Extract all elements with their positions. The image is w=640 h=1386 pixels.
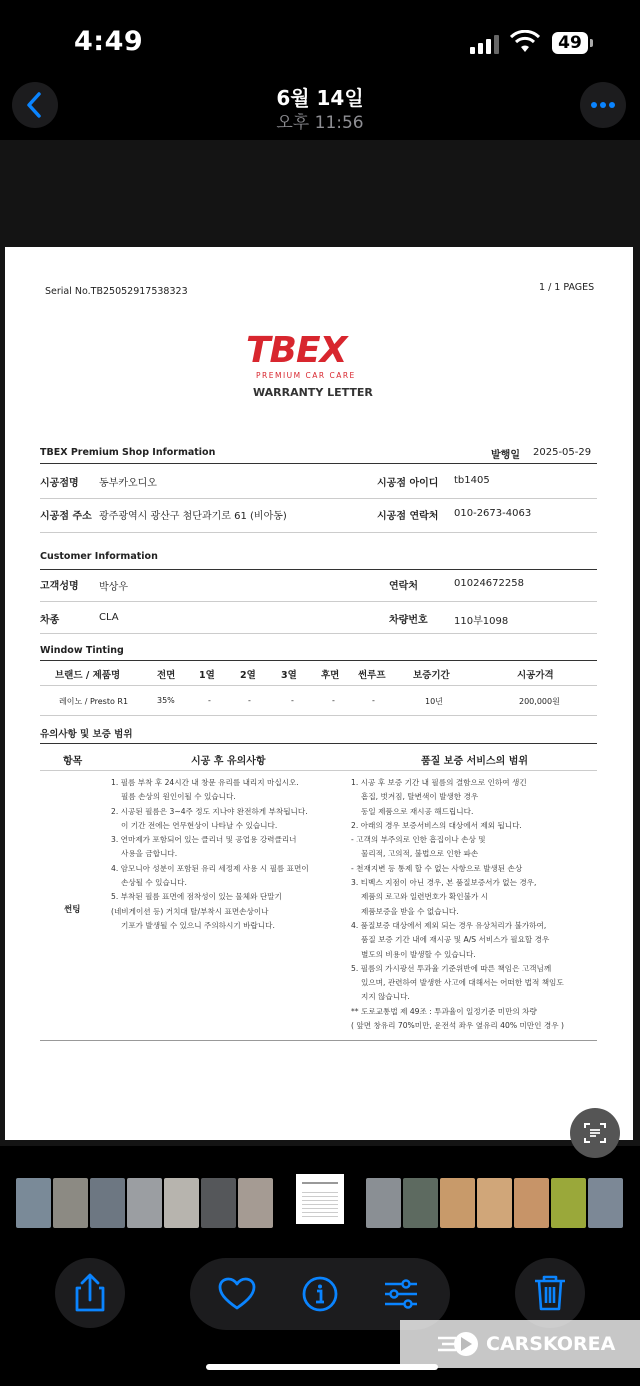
thumbnail[interactable] bbox=[16, 1178, 51, 1228]
car-model: CLA bbox=[99, 612, 119, 623]
note-line: 5. 필름의 가시광선 투과율 기준위반에 따른 책임은 고객님께 bbox=[351, 963, 552, 973]
document-title: WARRANTY LETTER bbox=[253, 386, 373, 399]
tinting-cell: - bbox=[248, 696, 251, 705]
shop-id-label: 시공점 아이디 bbox=[377, 478, 439, 489]
notes-header-warranty: 품질 보증 서비스의 범위 bbox=[421, 756, 529, 767]
heart-icon[interactable] bbox=[216, 1274, 258, 1314]
thumbnail[interactable] bbox=[588, 1178, 623, 1228]
care-notes-list bbox=[111, 776, 309, 933]
tinting-header-cell: 2열 bbox=[240, 670, 256, 681]
wifi-icon bbox=[510, 30, 540, 54]
share-button[interactable] bbox=[55, 1258, 125, 1328]
watermark bbox=[400, 1320, 640, 1368]
tinting-cell: 레이노 / Presto R1 bbox=[59, 697, 129, 706]
note-line: ** 도로교통법 제 49조 : 투과율이 일정기준 미만의 차량 bbox=[351, 1006, 537, 1016]
thumbnail[interactable] bbox=[514, 1178, 549, 1228]
note-line: 이 기간 전에는 연무현상이 나타날 수 있습니다. bbox=[121, 820, 278, 830]
shop-address: 광주광역시 광산구 첨단과기로 61 (비아동) bbox=[99, 511, 287, 522]
shop-name-label: 시공점명 bbox=[40, 478, 79, 489]
ellipsis-icon bbox=[580, 82, 626, 128]
thumbnail[interactable] bbox=[90, 1178, 125, 1228]
car-model-label: 차종 bbox=[40, 615, 60, 626]
plate-number: 110부1098 bbox=[454, 616, 509, 627]
nav-time: 오후 11:56 bbox=[276, 113, 364, 133]
tinting-header-cell: 브랜드 / 제품명 bbox=[55, 670, 121, 681]
warranty-scope-list bbox=[351, 776, 564, 1033]
thumbnail[interactable] bbox=[201, 1178, 236, 1228]
tinting-cell: 200,000원 bbox=[519, 697, 560, 706]
tinting-cell: 10년 bbox=[425, 697, 443, 706]
thumbnail[interactable] bbox=[164, 1178, 199, 1228]
thumbnail[interactable] bbox=[53, 1178, 88, 1228]
thumbnail[interactable] bbox=[127, 1178, 162, 1228]
more-button[interactable] bbox=[580, 82, 626, 128]
note-line: 1. 필름 부착 후 24시간 내 창문 유리를 내리지 마십시오. bbox=[111, 778, 299, 787]
note-line: 3. 티벡스 지점이 아닌 경우, 본 품질보증서가 없는 경우, bbox=[351, 878, 537, 888]
thumbnail[interactable] bbox=[403, 1178, 438, 1228]
note-line: 기포가 발생될 수 있으니 주의하시기 바랍니다. bbox=[121, 920, 275, 930]
thumbnail-strip[interactable] bbox=[0, 1178, 640, 1232]
thumbnail[interactable] bbox=[551, 1178, 586, 1228]
customer-name: 박상우 bbox=[99, 582, 128, 593]
note-line: ( 앞면 창유리 70%미만, 운전석 좌우 옆유리 40% 미만인 경우 ) bbox=[351, 1021, 564, 1031]
note-line: 3. 연마제가 포함되어 있는 클리너 및 공업용 강력클리너 bbox=[111, 835, 297, 845]
tinting-header-cell: 썬루프 bbox=[358, 670, 386, 681]
tinting-header-cell: 보증기간 bbox=[413, 670, 450, 681]
plate-label: 차량번호 bbox=[389, 615, 428, 626]
note-line: 제품보증을 받을 수 없습니다. bbox=[361, 906, 459, 916]
note-line: 손상될 수 있습니다. bbox=[121, 878, 187, 888]
share-icon bbox=[55, 1258, 125, 1328]
note-line: 2. 아래의 경우 보증서비스의 대상에서 제외 됩니다. bbox=[351, 820, 522, 830]
thumbnail[interactable] bbox=[440, 1178, 475, 1228]
tinting-header-cell: 3열 bbox=[281, 670, 297, 681]
note-line: 별도의 비용이 발생할 수 있습니다. bbox=[361, 949, 476, 959]
tbex-logo: TBEX bbox=[246, 330, 347, 371]
issue-date-label: 발행일 bbox=[491, 450, 520, 461]
warranty-document bbox=[5, 247, 633, 1140]
notes-header-care: 시공 후 유의사항 bbox=[191, 756, 266, 767]
live-text-button[interactable] bbox=[570, 1108, 620, 1158]
note-line: - 고객의 부주의로 인한 흠집이나 손상 및 bbox=[351, 835, 486, 845]
tinting-cell: - bbox=[372, 696, 375, 705]
note-line: 품질 보증 기간 내에 재시공 및 A/S 서비스가 필요할 경우 bbox=[361, 935, 550, 945]
cellular-signal-icon bbox=[470, 34, 500, 54]
note-line: 동일 제품으로 재시공 해드립니다. bbox=[361, 806, 474, 816]
tinting-cell: - bbox=[332, 696, 335, 705]
customer-name-label: 고객성명 bbox=[40, 581, 79, 592]
shop-id: tb1405 bbox=[454, 475, 490, 486]
note-line: - 천재지변 등 통제 할 수 없는 사항으로 발생된 손상 bbox=[351, 863, 523, 873]
note-line: 제품의 로고와 일련번호가 확인불가 시 bbox=[361, 892, 489, 902]
trash-icon bbox=[515, 1258, 585, 1328]
nav-date: 6월 14일 bbox=[276, 86, 364, 110]
thumbnail-selected[interactable] bbox=[296, 1174, 344, 1224]
contact-number: 01024672258 bbox=[454, 578, 524, 589]
status-time: 4:49 bbox=[74, 26, 144, 57]
page-count: 1 / 1 PAGES bbox=[539, 282, 595, 293]
notes-item: 썬팅 bbox=[64, 905, 81, 915]
battery-tip bbox=[590, 39, 593, 47]
tinting-cell: 35% bbox=[157, 696, 175, 705]
tinting-cell: - bbox=[291, 696, 294, 705]
home-indicator bbox=[206, 1364, 438, 1370]
shop-phone: 010-2673-4063 bbox=[454, 508, 532, 519]
note-line: 필름 손상의 원인이될 수 있습니다. bbox=[121, 792, 236, 802]
live-text-icon bbox=[570, 1108, 620, 1158]
info-icon[interactable] bbox=[299, 1274, 341, 1314]
note-line: 사용을 금합니다. bbox=[121, 849, 178, 859]
shop-address-label: 시공점 주소 bbox=[40, 511, 92, 522]
carskorea-logo-icon bbox=[436, 1330, 480, 1358]
shop-phone-label: 시공점 연락처 bbox=[377, 511, 439, 522]
note-line: 5. 부착된 필름 표면에 점착성이 있는 물체와 단말기 bbox=[111, 892, 282, 902]
shop-name: 동부카오디오 bbox=[99, 478, 157, 489]
serial-number: Serial No.TB25052917538323 bbox=[45, 286, 188, 297]
notes-section-title: 유의사항 및 보증 범위 bbox=[40, 729, 133, 740]
note-line: 4. 품질보증 대상에서 제외 되는 경우 유상처리가 불가하여, bbox=[351, 920, 547, 930]
shop-section-title: TBEX Premium Shop Information bbox=[40, 447, 216, 458]
tinting-header-cell: 후면 bbox=[321, 670, 340, 681]
issue-date: 2025-05-29 bbox=[533, 447, 592, 458]
battery-level: 49 bbox=[552, 32, 588, 54]
watermark-text: CARSKOREA bbox=[486, 1333, 616, 1355]
tinting-cell: - bbox=[208, 696, 211, 705]
note-line: 물리적, 고의적, 불법으로 인한 파손 bbox=[361, 849, 479, 859]
customer-section-title: Customer Information bbox=[40, 551, 158, 562]
note-line: 2. 시공된 필름은 3~4주 정도 지나야 완전하게 부착됩니다. bbox=[111, 806, 308, 816]
thumbnail[interactable] bbox=[477, 1178, 512, 1228]
note-line: 4. 암모니아 성분이 포함된 유리 세정제 사용 시 필름 표면이 bbox=[111, 863, 309, 873]
notes-header-item: 항목 bbox=[63, 756, 83, 767]
tinting-header-cell: 시공가격 bbox=[517, 670, 554, 681]
delete-button[interactable] bbox=[515, 1258, 585, 1328]
note-line: 있으며, 관련하여 발생한 사고에 대해서는 어떠한 법적 책임도 bbox=[361, 978, 564, 988]
tinting-header-cell: 1열 bbox=[199, 670, 215, 681]
thumbnail[interactable] bbox=[366, 1178, 401, 1228]
contact-label: 연락처 bbox=[389, 581, 418, 592]
adjust-icon[interactable] bbox=[380, 1274, 422, 1314]
tinting-section-title: Window Tinting bbox=[40, 645, 124, 656]
note-line: 1. 시공 후 보증 기간 내 필름의 결함으로 인하여 생긴 bbox=[351, 778, 527, 787]
tinting-header-cell: 전면 bbox=[157, 670, 176, 681]
note-line: 지지 않습니다. bbox=[361, 992, 410, 1002]
thumbnail[interactable] bbox=[238, 1178, 273, 1228]
logo-subtitle: PREMIUM CAR CARE bbox=[256, 371, 356, 380]
note-line: (네비게이션 등) 거치대 탈/부착시 표면손상이나 bbox=[111, 906, 269, 916]
note-line: 흠집, 벗겨짐, 탈변색이 발생한 경우 bbox=[361, 792, 479, 802]
